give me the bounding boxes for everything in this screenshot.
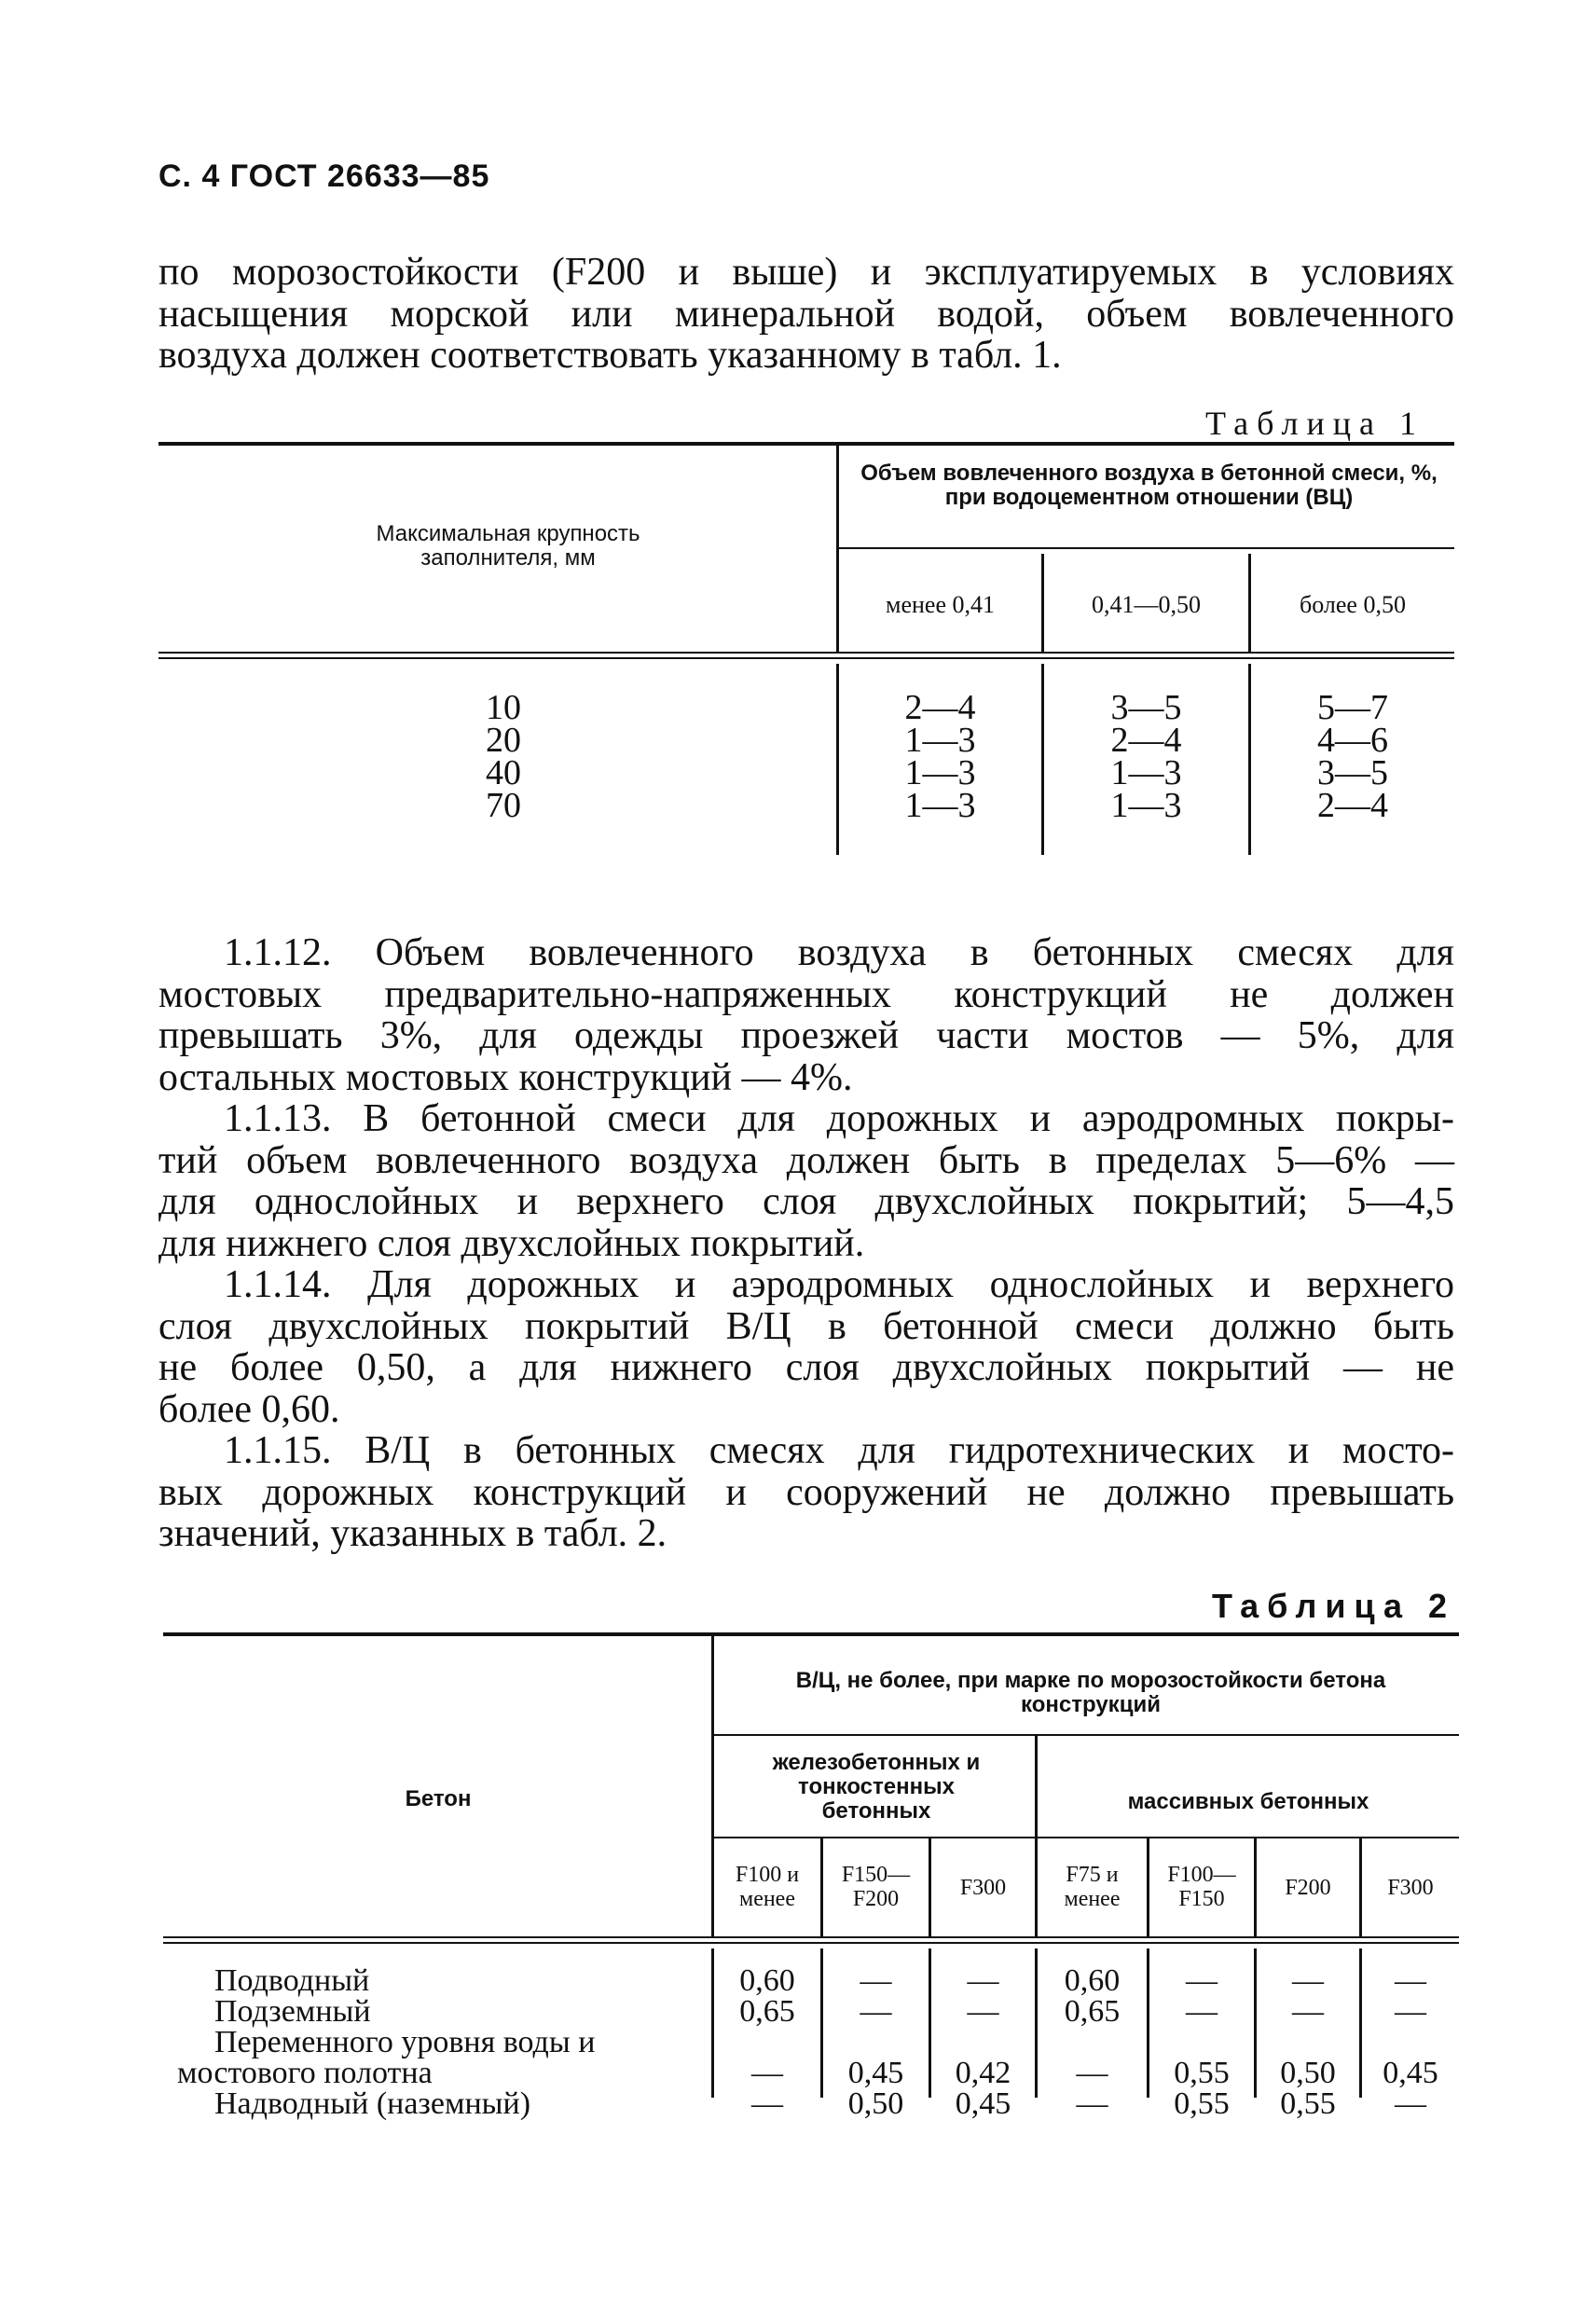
table2-col-header: F300 [959, 1876, 1007, 1900]
table1-col-header: более 0,50 [1300, 591, 1406, 618]
table2-row-label: Переменного уровня воды и мостового полотна [177, 2025, 596, 2090]
table2-cell: 0,65 [1064, 1994, 1121, 2029]
table2-cell: 0,55 [1280, 2086, 1336, 2121]
table2-row-label: Подводный [214, 1963, 370, 1998]
paragraph-1-1-15 [158, 1430, 1454, 1555]
table2-top-rule [163, 1632, 1459, 1636]
table2-cell: 0,42 [955, 2056, 1011, 2090]
table2-column [1362, 1965, 1459, 2119]
text-line: тий объем вовлеченного воздуха должен быть в пределах 5—6% — [158, 1138, 1454, 1182]
table2-cell: — [1395, 1994, 1426, 2029]
text-line: для однослойных и верхнего слоя двухслойных покрытий; 5—4,5 [158, 1180, 1454, 1223]
table2-header-group: В/Ц, не более, при марке по морозостойкости бетона конструкций [795, 1668, 1386, 1717]
table2-cell: — [751, 2056, 783, 2090]
table2-cell: — [1076, 2086, 1108, 2121]
table2-cell: — [1292, 1994, 1324, 2029]
table2-col-header: F300 [1387, 1876, 1434, 1900]
text-line: превышать 3%, для одежды проезжей части мостов — 5%, для [158, 1014, 1454, 1057]
paragraph-1-1-13 [158, 1098, 1454, 1264]
table1-column [1251, 688, 1454, 825]
table2-subgroup-2: массивных бетонных [1127, 1789, 1369, 1814]
table1-cell: 1—3 [904, 721, 976, 760]
paragraph-1-1-14 [158, 1264, 1454, 1430]
table1-cell: 2—4 [1317, 786, 1388, 825]
text-line: мостовых предварительно-напряженных конструкций не должен [158, 972, 1454, 1016]
table1-header-subrule [839, 547, 1454, 549]
table2-column [823, 1965, 929, 2119]
table2-subgroup-1: железобетонных и тонкостенных бетонных [772, 1750, 981, 1824]
table2-cell: 0,45 [1383, 2056, 1438, 2090]
table1-cell: 2—4 [1110, 721, 1182, 760]
table2-cell: — [751, 2086, 783, 2121]
table2-header-subrule [714, 1734, 1459, 1736]
table2-cell: — [860, 1994, 892, 2029]
table2-cell: — [1186, 1963, 1218, 1998]
table2-column [714, 1965, 820, 2119]
table2-cell: 0,60 [739, 1963, 795, 1998]
table2-cell: 0,50 [1280, 2056, 1336, 2090]
text-line: слоя двухслойных покрытий В/Ц в бетонной смеси должно быть [158, 1304, 1454, 1348]
text-line: для нижнего слоя двухслойных покрытий. [158, 1221, 865, 1265]
table2-cell: — [1076, 2056, 1108, 2090]
table2-col-header: F100 и менее [735, 1863, 800, 1911]
table2-cell: 0,55 [1174, 2086, 1230, 2121]
table2-header-rule [163, 1942, 1459, 1944]
table1-column [1044, 688, 1248, 825]
table2-row-label: Подземный [214, 1994, 371, 2029]
table1-cell: 4—6 [1317, 721, 1388, 760]
table1-top-rule [158, 442, 1454, 446]
text-line: 1.1.15. В/Ц в бетонных смесях для гидротехнических и мосто- [224, 1429, 1454, 1472]
table1-cell: 10 [486, 688, 521, 727]
table1-cell: 1—3 [1110, 786, 1182, 825]
table1-header-left: Максимальная крупность заполнителя, мм [376, 521, 640, 571]
table1-cell: 20 [486, 721, 521, 760]
table1-cell: 1—3 [904, 753, 976, 792]
text-line: 1.1.14. Для дорожных и аэродромных однослойных и верхнего [224, 1263, 1454, 1306]
table2-cell: — [1292, 1963, 1324, 1998]
table2-col-header: F200 [1285, 1876, 1331, 1900]
table2-col-header: F75 и менее [1064, 1863, 1121, 1911]
text-line: воздуха должен соответствовать указанному в табл. 1. [158, 334, 1062, 377]
table2-cell: 0,45 [847, 2056, 904, 2090]
table1-cell: 2—4 [904, 688, 976, 727]
paragraph-1-1-12 [158, 932, 1454, 1098]
text-line: насыщения морской или минеральной водой, объем вовлеченного [158, 292, 1454, 336]
intro-paragraph [158, 252, 1454, 377]
table1-header-rule [158, 652, 1454, 654]
table2-column [931, 1965, 1035, 2119]
text-line: не более 0,50, а для нижнего слоя двухслойных покрытий — не [158, 1346, 1454, 1389]
table1-col-header: менее 0,41 [886, 591, 995, 618]
table1-col-header: 0,41—0,50 [1092, 591, 1201, 618]
table1-header-rule [158, 657, 1454, 659]
table1-size-column [447, 688, 559, 825]
table2-cell: 0,50 [847, 2086, 904, 2121]
table1-title: Таблица 1 [1205, 405, 1424, 442]
table2-cell: — [967, 1994, 999, 2029]
page-header: С. 4 ГОСТ 26633—85 [158, 158, 490, 194]
text-line: 1.1.12. Объем вовлеченного воздуха в бетонных смесях для [224, 931, 1454, 974]
table1-cell: 1—3 [904, 786, 976, 825]
table2-col-header: F100—F150 [1167, 1863, 1236, 1911]
table2-cell: — [860, 1963, 892, 1998]
table1-column [839, 688, 1041, 825]
table1-cell: 3—5 [1317, 753, 1388, 792]
text-line: более 0,60. [158, 1387, 340, 1431]
table2-row-label: Надводный (наземный) [214, 2086, 531, 2121]
body-paragraphs [158, 932, 1454, 1555]
text-line: вых дорожных конструкций и сооружений не должно превышать [158, 1470, 1454, 1514]
text-line: 1.1.13. В бетонной смеси для дорожных и аэродромных покры- [224, 1097, 1454, 1140]
table1-header-group: Объем вовлеченного воздуха в бетонной смеси, %, при водоцементном отношении (ВЦ) [860, 461, 1438, 510]
table2-title: Таблица 2 [1212, 1587, 1456, 1625]
table2-cell: 0,45 [955, 2086, 1011, 2121]
table2-cell: 0,60 [1064, 1963, 1121, 1998]
table2-cell: — [967, 1963, 999, 1998]
table2-column [1149, 1965, 1254, 2119]
table2-header-left: Бетон [405, 1786, 472, 1811]
table2-cell: 0,55 [1174, 2056, 1230, 2090]
table2-column [1038, 1965, 1147, 2119]
text-line: остальных мостовых конструкций — 4%. [158, 1055, 853, 1099]
table2-cell: — [1186, 1994, 1218, 2029]
table1-cell: 3—5 [1110, 688, 1182, 727]
table2-cell: — [1395, 1963, 1426, 1998]
table1-cell: 1—3 [1110, 753, 1182, 792]
table1-cell: 40 [486, 753, 521, 792]
text-line: значений, указанных в табл. 2. [158, 1512, 667, 1555]
table2-cell: 0,65 [739, 1994, 795, 2029]
table2-columns-rule [714, 1837, 1459, 1838]
text-line: по морозостойкости (F200 и выше) и эксплуатируемых в условиях [158, 251, 1454, 294]
table1-cell: 70 [486, 786, 521, 825]
table1-divider [836, 446, 839, 653]
table1-cell: 5—7 [1317, 688, 1388, 727]
table2-col-header: F150—F200 [841, 1863, 911, 1911]
table2-column [1257, 1965, 1359, 2119]
table2-cell: — [1395, 2086, 1426, 2121]
table2-header-rule [163, 1936, 1459, 1938]
